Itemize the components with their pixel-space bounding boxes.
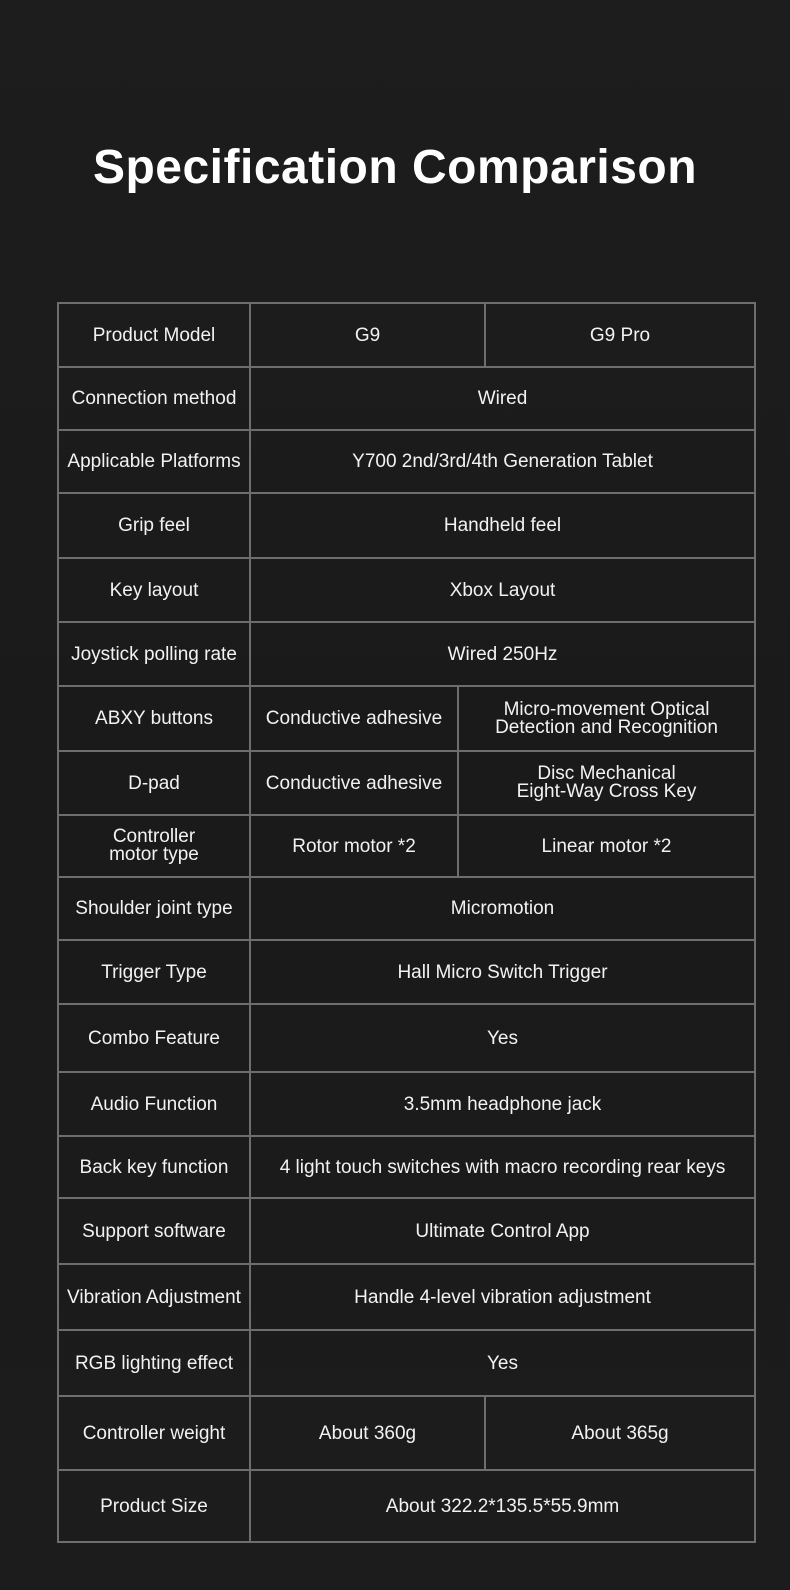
row-label: Product Model xyxy=(58,303,250,367)
table-row xyxy=(58,751,755,815)
table-row xyxy=(58,1396,755,1470)
table-row xyxy=(58,1330,755,1396)
row-label: Joystick polling rate xyxy=(58,622,250,686)
shared-value: Yes xyxy=(250,1004,755,1072)
table-row xyxy=(58,558,755,622)
g9-value: Conductive adhesive xyxy=(250,751,458,815)
shared-value: Xbox Layout xyxy=(250,558,755,622)
g9-pro-value: G9 Pro xyxy=(485,303,755,367)
shared-value: Wired xyxy=(250,367,755,430)
shared-value: Hall Micro Switch Trigger xyxy=(250,940,755,1004)
g9-pro-value-line: Micro-movement Optical xyxy=(503,698,710,720)
table-row xyxy=(58,367,755,430)
g9-value: Conductive adhesive xyxy=(250,686,458,751)
shared-value: Handle 4-level vibration adjustment xyxy=(250,1264,755,1330)
shared-value: Yes xyxy=(250,1330,755,1396)
shared-value: 4 light touch switches with macro recording rear keys xyxy=(250,1136,755,1198)
page-title: Specification Comparison xyxy=(92,141,698,194)
table-row xyxy=(58,1072,755,1136)
g9-pro-value-line: Detection and Recognition xyxy=(495,716,718,738)
table-row xyxy=(58,1198,755,1264)
shared-value: Micromotion xyxy=(250,877,755,940)
shared-value: Ultimate Control App xyxy=(250,1198,755,1264)
table-row xyxy=(58,1470,755,1542)
shared-value: About 322.2*135.5*55.9mm xyxy=(250,1470,755,1542)
row-label: Audio Function xyxy=(58,1072,250,1136)
row-label: Support software xyxy=(58,1198,250,1264)
row-label: Trigger Type xyxy=(58,940,250,1004)
table-row xyxy=(58,430,755,493)
spec-comparison-table xyxy=(57,302,756,1543)
table-row xyxy=(58,622,755,686)
table-row xyxy=(58,1264,755,1330)
table-row xyxy=(58,493,755,558)
g9-pro-value-line: Eight-Way Cross Key xyxy=(516,781,697,802)
row-label: Back key function xyxy=(58,1136,250,1198)
table-row xyxy=(58,877,755,940)
row-label: Controller weight xyxy=(58,1396,250,1470)
shared-value: Y700 2nd/3rd/4th Generation Tablet xyxy=(250,430,755,493)
row-label-line: Controller xyxy=(112,826,196,847)
row-label: RGB lighting effect xyxy=(58,1330,250,1396)
table-row xyxy=(58,303,755,367)
row-label: Vibration Adjustment xyxy=(58,1264,250,1330)
g9-pro-value xyxy=(458,751,755,815)
table-row xyxy=(58,940,755,1004)
g9-value: About 360g xyxy=(250,1396,485,1470)
shared-value: Wired 250Hz xyxy=(250,622,755,686)
g9-value: G9 xyxy=(250,303,485,367)
row-label xyxy=(58,815,250,877)
row-label: Grip feel xyxy=(58,493,250,558)
table-row xyxy=(58,686,755,751)
row-label-line: motor type xyxy=(109,844,199,865)
row-label: Combo Feature xyxy=(58,1004,250,1072)
row-label: Applicable Platforms xyxy=(58,430,250,493)
g9-pro-value xyxy=(458,686,755,751)
table-row xyxy=(58,1136,755,1198)
shared-value: Handheld feel xyxy=(250,493,755,558)
g9-pro-value: Linear motor *2 xyxy=(458,815,755,877)
g9-value: Rotor motor *2 xyxy=(250,815,458,877)
row-label: Key layout xyxy=(58,558,250,622)
row-label: Shoulder joint type xyxy=(58,877,250,940)
row-label: D-pad xyxy=(58,751,250,815)
g9-pro-value: About 365g xyxy=(485,1396,755,1470)
table-row xyxy=(58,815,755,877)
table-row xyxy=(58,1004,755,1072)
shared-value: 3.5mm headphone jack xyxy=(250,1072,755,1136)
g9-pro-value-line: Disc Mechanical xyxy=(537,763,676,784)
row-label: Connection method xyxy=(58,367,250,430)
row-label: ABXY buttons xyxy=(58,686,250,751)
row-label: Product Size xyxy=(58,1470,250,1542)
